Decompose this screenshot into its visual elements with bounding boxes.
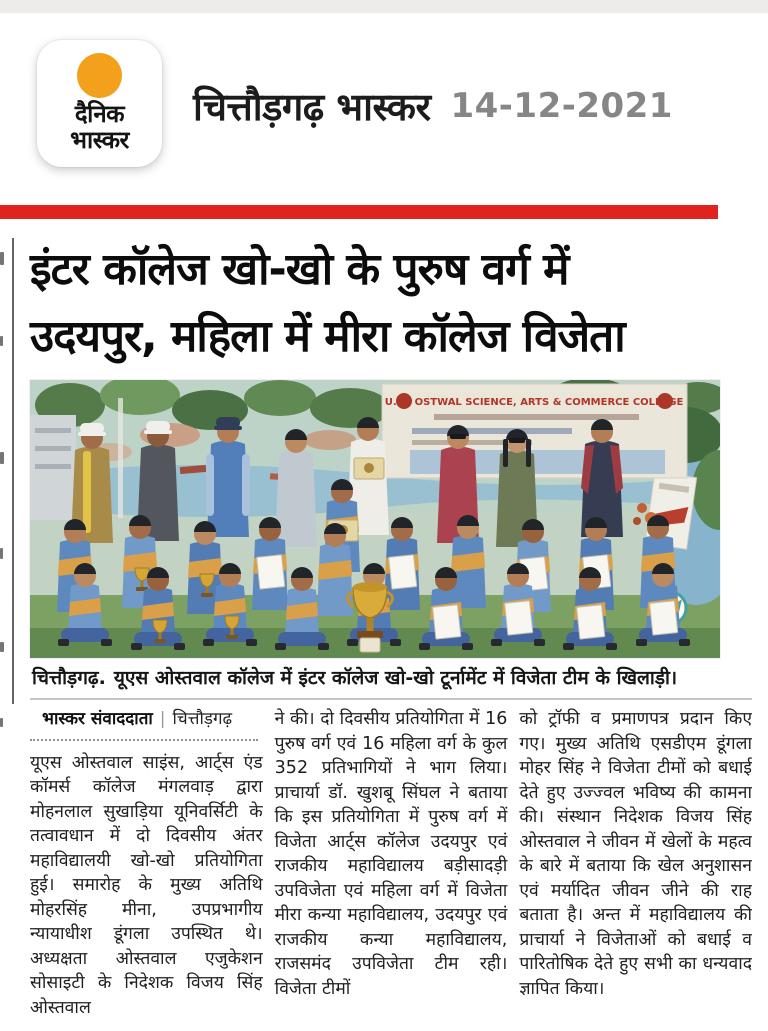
- edge-print-artifact: [0, 548, 3, 559]
- page-top-edge: [0, 0, 768, 13]
- article-body: [30, 707, 752, 1031]
- bhaskar-logo-line1: दैनिक: [74, 100, 125, 128]
- team-photo-scene: [30, 380, 720, 658]
- byline-location: चित्तौड़गढ़: [172, 709, 233, 729]
- edition-title: चित्तौड़गढ़ भास्कर: [193, 84, 431, 129]
- bhaskar-logo-text: [70, 101, 129, 153]
- masthead-accent-bar: [0, 205, 718, 219]
- article-column-3: [519, 707, 752, 1031]
- edge-print-artifact: [0, 452, 4, 464]
- article-column-2: [275, 707, 508, 1031]
- byline-separator: |: [159, 709, 166, 729]
- byline-rule: [30, 739, 258, 741]
- headline: [30, 236, 766, 370]
- college-banner: [382, 384, 687, 478]
- bhaskar-logo-line2: भास्कर: [70, 126, 129, 154]
- people-layer: [57, 417, 690, 652]
- byline: [30, 707, 263, 732]
- article-column-3-text: को ट्रॉफी व प्रमाणपत्र प्रदान किए गए। मुख्य अतिथि एसडीएम डूंगला मोहर सिंह ने विजेता टीमों को बधाई देते हुए उज्ज्वल भविष्य की कामना की। संस्थान निदेशक विजय सिंह ओस्तवाल ने जीवन में खेलों के महत्व के बारे में बताया कि खेल अनुशासन एवं मर्यादित जीवन जीने की राह बताता है। अन्त में महाविद्यालय की प्राचार्या ने विजेताओं को बधाई व पारितोषिक देते हुए सभी का धन्यवाद ज्ञापित किया।: [519, 709, 752, 999]
- article-left-rule: [12, 238, 14, 704]
- edge-print-artifact: [0, 252, 4, 265]
- team-photo: [30, 380, 720, 658]
- college-banner-text: U. S. OSTWAL SCIENCE, ARTS & COMMERCE COLLEGE: [384, 397, 684, 408]
- bhaskar-logo-dot-icon: [77, 53, 122, 98]
- headline-line-2: उदयपुर, महिला में मीरा कॉलेज विजेता: [30, 311, 625, 362]
- caption-text: यूएस ओस्तवाल कॉलेज में इंटर कॉलेज खो-खो टूर्नामेंट में विजेता टीम के खिलाड़ी।: [113, 667, 678, 689]
- edge-print-artifact: [0, 718, 3, 727]
- headline-line-1: इंटर कॉलेज खो-खो के पुरुष वर्ग में: [30, 244, 569, 295]
- bhaskar-logo: [37, 40, 162, 167]
- byline-reporter: भास्कर संवाददाता: [42, 709, 153, 729]
- article-column-1: [30, 707, 263, 1031]
- masthead: [193, 58, 673, 153]
- caption-location: चित्तौड़गढ़.: [32, 667, 106, 689]
- photo-caption: [32, 664, 744, 690]
- issue-date: 14-12-2021: [450, 85, 673, 126]
- article-column-1-text: यूएस ओस्तवाल साइंस, आर्ट्स एंड कॉमर्स कॉलेज मंगलवाड़ द्वारा मोहनलाल सुखाड़िया यूनिवर्सिटी के तत्वावधान में दो दिवसीय अंतर महाविद्यालयी खो-खो प्रतियोगिता हुई। समारोह के मुख्य अतिथि मोहरसिंह मीना, उपप्रभागीय न्यायाधीश डूंगला उपस्थित थे। अध्यक्षता ओस्तवाल एजुकेशन सोसाइटी के निदेशक विजय सिंह ओस्तवाल: [30, 752, 263, 1018]
- edge-print-artifact: [0, 336, 3, 346]
- article-column-2-text: ने की। दो दिवसीय प्रतियोगिता में 16 पुरुष वर्ग एवं 16 महिला वर्ग के कुल 352 प्रतिभागियों ने भाग लिया। प्राचार्या डॉ. खुशबू सिंघल ने बताया कि इस प्रतियोगिता में पुरुष वर्ग में विजेता आर्ट्स कॉलेज उदयपुर एवं राजकीय महाविद्यालय बड़ीसादड़ी उपविजेता एवं महिला वर्ग में विजेता मीरा कन्या महाविद्यालय, उदयपुर एवं राजकीय कन्या महाविद्यालय, राजसमंद उपविजेता टीम रही। विजेता टीमों: [274, 709, 508, 999]
- section-divider: [30, 698, 752, 700]
- edge-print-artifact: [0, 642, 4, 652]
